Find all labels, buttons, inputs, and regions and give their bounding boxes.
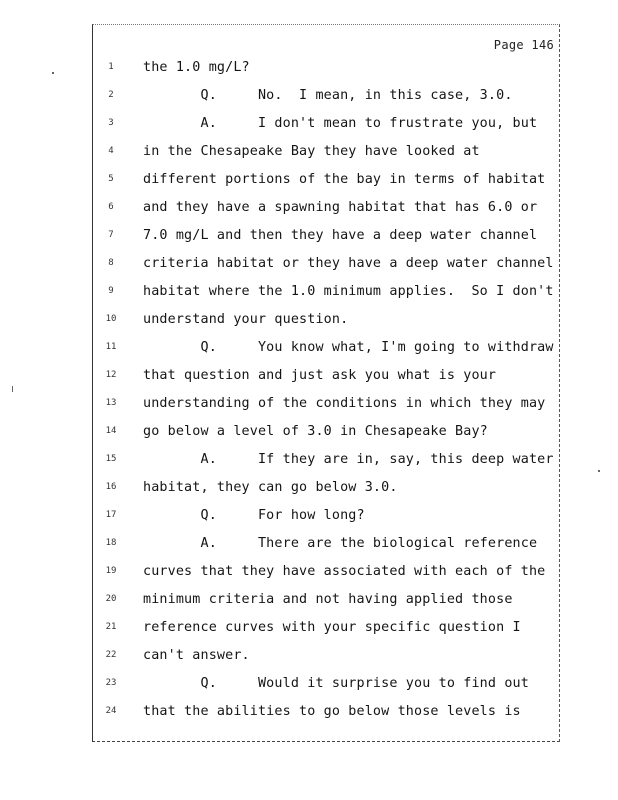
transcript-line — [0, 480, 618, 508]
line-number: 20 — [105, 594, 117, 604]
transcript-line — [0, 172, 618, 200]
line-text: Q. No. I mean, in this case, 3.0. — [143, 88, 513, 103]
transcript-line — [0, 676, 618, 704]
line-number: 14 — [105, 426, 117, 436]
line-text: Q. For how long? — [143, 508, 365, 523]
line-number: 22 — [105, 650, 117, 660]
line-text: the 1.0 mg/L? — [143, 60, 250, 75]
line-text: curves that they have associated with each of the — [143, 564, 546, 579]
line-text: understand your question. — [143, 312, 349, 327]
transcript-line — [0, 60, 618, 88]
line-number: 9 — [108, 286, 114, 296]
line-number: 1 — [108, 62, 114, 72]
transcript-line — [0, 536, 618, 564]
transcript-line — [0, 508, 618, 536]
transcript-line — [0, 228, 618, 256]
line-text: in the Chesapeake Bay they have looked at — [143, 144, 480, 159]
line-text: 7.0 mg/L and then they have a deep water channel — [143, 228, 538, 243]
transcript-line — [0, 592, 618, 620]
line-number: 18 — [105, 538, 117, 548]
line-number: 24 — [105, 706, 117, 716]
transcript-line — [0, 704, 618, 732]
line-number: 4 — [108, 146, 114, 156]
line-number: 19 — [105, 566, 117, 576]
line-text: habitat where the 1.0 minimum applies. So I don't — [143, 284, 554, 299]
line-text: Q. Would it surprise you to find out — [143, 676, 529, 691]
line-number: 23 — [105, 678, 117, 688]
line-text: can't answer. — [143, 648, 250, 663]
line-number: 11 — [105, 342, 117, 352]
line-text: A. If they are in, say, this deep water — [143, 452, 554, 467]
line-text: criteria habitat or they have a deep water channel — [143, 256, 554, 271]
transcript-line — [0, 340, 618, 368]
line-text: Q. You know what, I'm going to withdraw — [143, 340, 554, 355]
transcript-line — [0, 452, 618, 480]
line-text: different portions of the bay in terms of habitat — [143, 172, 546, 187]
scan-speck — [52, 72, 54, 74]
transcript-line — [0, 144, 618, 172]
scan-speck — [598, 470, 600, 472]
transcript-line — [0, 284, 618, 312]
line-text: understanding of the conditions in which they may — [143, 396, 546, 411]
transcript-line — [0, 564, 618, 592]
transcript-line — [0, 312, 618, 340]
line-number: 12 — [105, 370, 117, 380]
line-number: 8 — [108, 258, 114, 268]
line-text: A. There are the biological reference — [143, 536, 538, 551]
line-text: minimum criteria and not having applied those — [143, 592, 513, 607]
transcript-line — [0, 116, 618, 144]
line-number: 15 — [105, 454, 117, 464]
line-text: that the abilities to go below those levels is — [143, 704, 521, 719]
line-number: 16 — [105, 482, 117, 492]
line-number: 3 — [108, 118, 114, 128]
line-number: 2 — [108, 90, 114, 100]
transcript-line — [0, 424, 618, 452]
line-text: reference curves with your specific question I — [143, 620, 521, 635]
line-number: 7 — [108, 230, 114, 240]
transcript-line — [0, 368, 618, 396]
line-text: that question and just ask you what is your — [143, 368, 497, 383]
line-number: 21 — [105, 622, 117, 632]
line-text: go below a level of 3.0 in Chesapeake Bay? — [143, 424, 488, 439]
line-number: 5 — [108, 174, 114, 184]
transcript-line — [0, 88, 618, 116]
line-number: 17 — [105, 510, 117, 520]
transcript-line — [0, 396, 618, 424]
transcript-line — [0, 648, 618, 676]
line-text: and they have a spawning habitat that has 6.0 or — [143, 200, 538, 215]
transcript-line — [0, 620, 618, 648]
scan-speck — [12, 386, 13, 392]
page-number: Page 146 — [493, 38, 554, 52]
transcript-line — [0, 256, 618, 284]
line-number: 13 — [105, 398, 117, 408]
line-text: A. I don't mean to frustrate you, but — [143, 116, 538, 131]
line-number: 10 — [105, 314, 117, 324]
line-number: 6 — [108, 202, 114, 212]
transcript-line — [0, 200, 618, 228]
line-text: habitat, they can go below 3.0. — [143, 480, 398, 495]
